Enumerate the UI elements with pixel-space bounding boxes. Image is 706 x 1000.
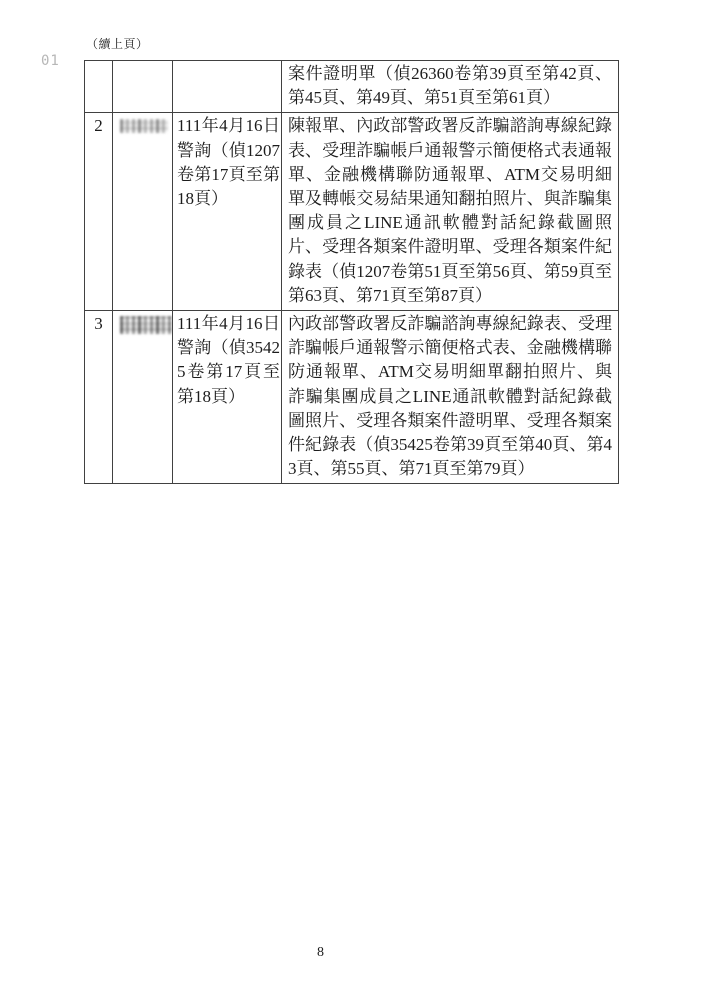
defendant-name-cell — [113, 311, 173, 484]
continued-page-note: （續上頁） — [86, 37, 149, 51]
evidence-cell: 案件證明單（偵26360卷第39頁至第42頁、第45頁、第49頁、第51頁至第61頁） — [282, 61, 619, 113]
defendant-name-cell — [113, 113, 173, 311]
evidence-table — [84, 60, 619, 484]
redacted-name-blur — [120, 119, 168, 133]
defendant-name-cell — [113, 61, 173, 113]
page-number: 8 — [317, 945, 324, 960]
row-number-cell: 2 — [85, 113, 113, 311]
row-number-cell — [85, 61, 113, 113]
statement-cell: 111年4月16日警詢（偵35425卷第17頁至第18頁） — [173, 311, 282, 484]
evidence-cell: 內政部警政署反詐騙諮詢專線紀錄表、受理詐騙帳戶通報警示簡便格式表、金融機構聯防通報單、ATM交易明細單翻拍照片、與詐騙集團成員之LINE通訊軟體對話紀錄截圖照片、受理各類案件證明單、受理各類案件紀錄表（偵35425卷第39頁至第40頁、第43頁、第55頁、第71頁至第79頁） — [282, 311, 619, 484]
statement-cell: 111年4月16日警詢（偵1207卷第17頁至第18頁） — [173, 113, 282, 311]
redacted-name-blur — [120, 316, 172, 334]
margin-note: 01 — [41, 53, 60, 69]
table-row-continuation — [85, 61, 619, 113]
table-row — [85, 311, 619, 484]
evidence-cell: 陳報單、內政部警政署反詐騙諮詢專線紀錄表、受理詐騙帳戶通報警示簡便格式表通報單、金融機構聯防通報單、ATM交易明細單及轉帳交易結果通知翻拍照片、與詐騙集團成員之LINE通訊軟體對話紀錄截圖照片、受理各類案件證明單、受理各類案件紀錄表（偵1207卷第51頁至第56頁、第59頁至第63頁、第71頁至第87頁） — [282, 113, 619, 311]
statement-cell — [173, 61, 282, 113]
table-row — [85, 113, 619, 311]
row-number-cell: 3 — [85, 311, 113, 484]
